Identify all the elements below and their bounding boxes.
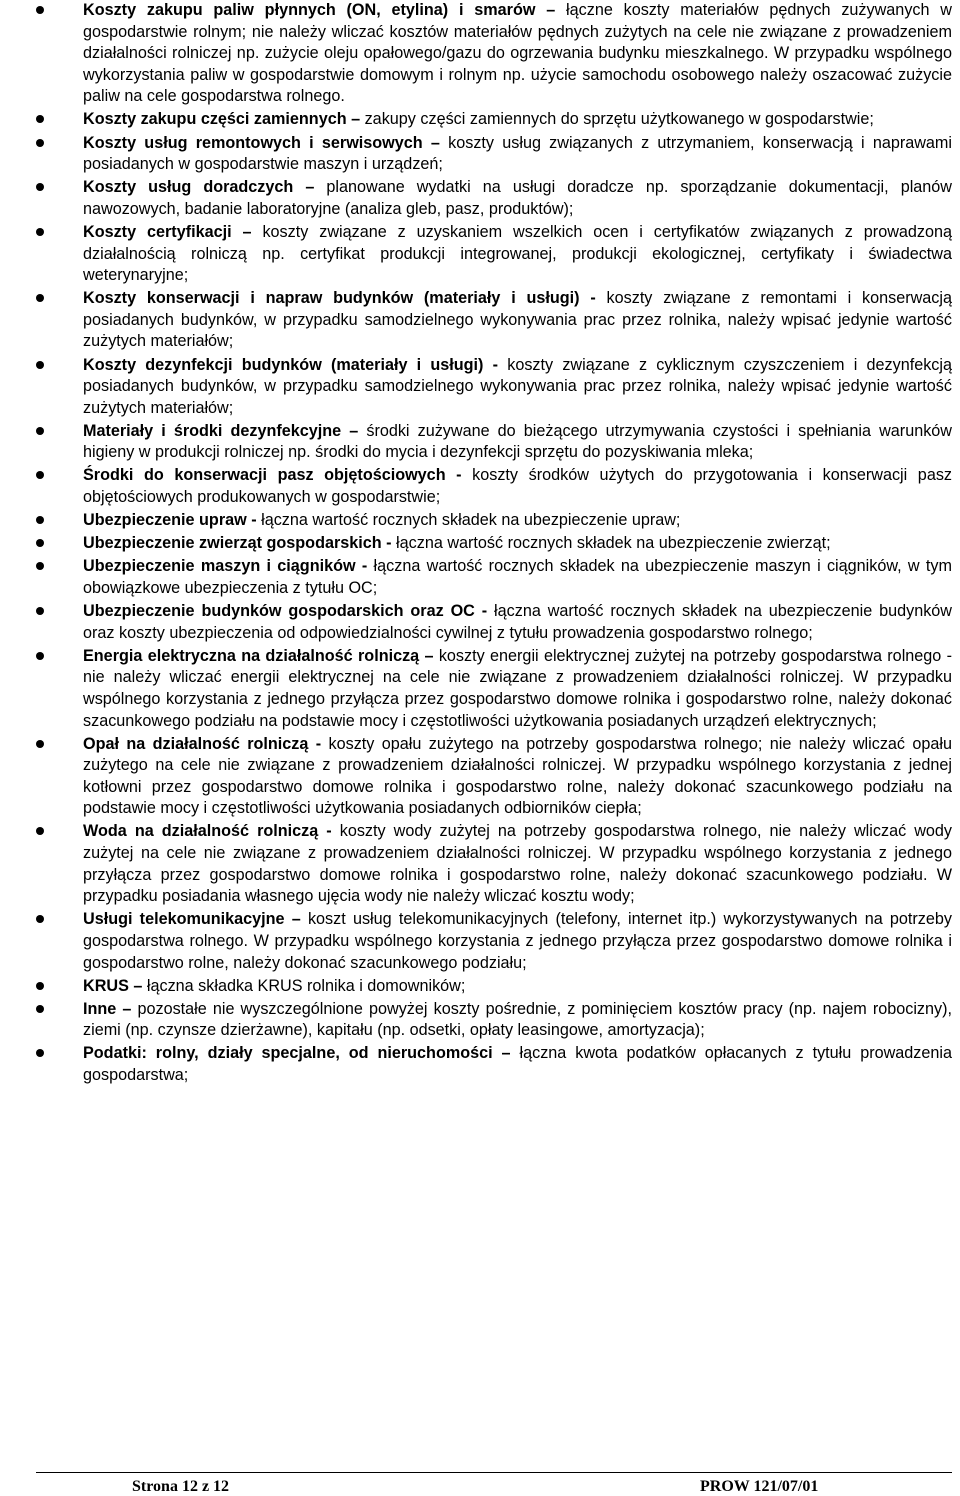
item-description: pozostałe nie wyszczególnione powyżej koszty pośrednie, z pominięciem kosztów pracy (np. najem robocizny), ziemi (np. czynsze dzierżawne), kapitału (np. odsetki, opłaty leasingowe, amortyzacja); bbox=[83, 999, 952, 1040]
bullet-icon bbox=[36, 915, 44, 923]
bullet-icon bbox=[36, 539, 44, 547]
list-item bbox=[0, 0, 960, 108]
bullet-icon bbox=[36, 361, 44, 369]
item-description: łączna wartość rocznych składek na ubezpieczenie zwierząt; bbox=[391, 534, 831, 553]
item-description: łączna wartość rocznych składek na ubezpieczenie upraw; bbox=[256, 511, 681, 530]
list-item bbox=[0, 821, 960, 907]
item-title: Koszty zakupu części zamiennych – bbox=[83, 110, 361, 129]
list-item bbox=[0, 999, 960, 1042]
list-item bbox=[0, 222, 960, 287]
bullet-icon bbox=[36, 740, 44, 748]
item-description: koszty związane z uzyskaniem wszelkich ocen i certyfikatów związanych z prowadzoną działalnością rolniczą np. certyfikat produkcji integrowanej, produkcji ekologicznej, certyfikaty i świadectwa weterynaryjne; bbox=[83, 222, 952, 285]
bullet-icon bbox=[36, 652, 44, 660]
item-title: Usługi telekomunikacyjne – bbox=[83, 910, 301, 929]
item-title: Woda na działalność rolniczą - bbox=[83, 822, 332, 841]
bullet-icon bbox=[36, 1005, 44, 1013]
item-description: koszty energii elektrycznej zużytej na potrzeby gospodarstwa rolnego - nie należy wliczać energii elektrycznej na cele nie związane z prowadzeniem działalności rolniczej. W przypadku wspólnego korzystania z jednego przyłącza przez gospodarstwo domowe rolnika i gospodarstwo rolne, należy dokonać szacunkowego podziału na podstawie mocy i częstotliwości użytkowania posiadanych urządzeń elektrycznych; bbox=[83, 646, 953, 730]
list-item bbox=[0, 421, 960, 464]
item-title: Koszty dezynfekcji budynków (materiały i usługi) - bbox=[83, 355, 499, 374]
bullet-icon bbox=[36, 427, 44, 435]
item-description: planowane wydatki na usługi doradcze np. sporządzanie dokumentacji, planów nawozowych, badanie laboratoryjne (analiza gleb, pasz, produktów); bbox=[83, 178, 952, 218]
bullet-icon bbox=[36, 471, 44, 479]
list-item bbox=[0, 976, 960, 998]
item-description: koszt usług telekomunikacyjnych (telefony, internet itp.) wykorzystywanych na potrzeby gospodarstwa rolnego. W przypadku wspólnego korzystania z jednego przyłącza przez gospodarstwo domowe rolnika i gospodarstwo rolne, należy dokonać szacunkowego podziału; bbox=[83, 910, 952, 972]
item-description: łączna składka KRUS rolnika i domowników; bbox=[142, 976, 466, 995]
document-code: PROW 121/07/01 bbox=[700, 1478, 819, 1495]
item-title: Ubezpieczenie upraw - bbox=[83, 511, 257, 530]
item-title: Koszty usług doradczych – bbox=[83, 178, 315, 197]
bullet-icon bbox=[36, 1049, 44, 1057]
item-title: Koszty usług remontowych i serwisowych – bbox=[83, 133, 440, 152]
footer-divider bbox=[36, 1472, 952, 1473]
list-item bbox=[0, 109, 960, 131]
item-title: KRUS – bbox=[83, 976, 143, 995]
item-title: Ubezpieczenie zwierząt gospodarskich - bbox=[83, 534, 392, 553]
list-item bbox=[0, 556, 960, 599]
bullet-icon bbox=[36, 115, 44, 123]
item-title: Koszty zakupu paliw płynnych (ON, etylina) i smarów – bbox=[83, 1, 556, 19]
list-item bbox=[0, 510, 960, 532]
item-description: koszty opału zużytego na potrzeby gospodarstwa rolnego; nie należy wliczać opału zużytego na cele nie związane z prowadzeniem działalności rolniczej. W przypadku wspólnego korzystania z jednej kotłowni przez gospodarstwo domowe rolnika i gospodarstwo rolne, należy dokonać szacunkowego podziału na podstawie mocy i częstotliwości użytkowania posiadanych odbiorników ciepła; bbox=[83, 734, 952, 818]
list-item bbox=[0, 909, 960, 974]
item-description: koszty wody zużytej na potrzeby gospodarstwa rolnego, nie należy wliczać wody zużytej na cele nie związane z prowadzeniem działalności rolniczej. W przypadku wspólnego korzystania z jednego przyłącza przez gospodarstwo domowe rolnika i gospodarstwo rolne, należy dokonać szacunkowego podziału. W przypadku posiadania własnego ujęcia wody nie należy wliczać kosztu wody; bbox=[83, 822, 953, 906]
item-description: łączna kwota podatków opłacanych z tytułu prowadzenia gospodarstwa; bbox=[83, 1044, 952, 1084]
item-title: Ubezpieczenie budynków gospodarskich oraz OC - bbox=[83, 602, 488, 621]
bullet-icon bbox=[36, 607, 44, 615]
item-description: środki zużywane do bieżącego utrzymywania czystości i spełniania warunków higieny w produkcji rolniczej np. środki do mycia i dezynfekcji sprzętu do pozyskiwania mleka; bbox=[83, 421, 952, 462]
item-title: Opał na działalność rolniczą - bbox=[83, 734, 322, 753]
bullet-icon bbox=[36, 982, 44, 990]
list-item bbox=[0, 1043, 960, 1086]
item-description: koszty środków użytych do przygotowania i konserwacji pasz objętościowych produkowanych w gospodarstwie; bbox=[83, 466, 953, 507]
list-item bbox=[0, 177, 960, 220]
item-title: Koszty certyfikacji – bbox=[83, 222, 252, 241]
item-description: łączna wartość rocznych składek na ubezpieczenie maszyn i ciągników, w tym obowiązkowe ubezpieczenia z tytułu OC; bbox=[83, 557, 952, 597]
page-number: Strona 12 z 12 bbox=[132, 1478, 230, 1495]
list-item bbox=[0, 734, 960, 820]
list-item bbox=[0, 646, 960, 732]
list-item bbox=[0, 465, 960, 508]
bullet-icon bbox=[36, 294, 44, 302]
item-description: łączne koszty materiałów pędnych zużywanych w gospodarstwie rolnym; nie należy wliczać kosztów materiałów pędnych zużytych na cele nie związane z prowadzeniem działalności rolniczej np. zużycie oleju opałowego/gazu do ogrzewania budynku mieszkalnego. W przypadku wspólnego wykorzystania paliw w gospodarstwie domowym i rolnym np. użycie samochodu osobowego należy oszacować zużycie paliw na cele gospodarstwa rolnego. bbox=[83, 1, 952, 106]
list-item bbox=[0, 355, 960, 420]
item-description: koszty usług związanych z utrzymaniem, konserwacją i naprawami posiadanych w gospodarstwie maszyn i urządzeń; bbox=[83, 133, 952, 174]
item-description: koszty związane z cyklicznym czyszczeniem i dezynfekcją posiadanych budynków, w przypadku samodzielnego wykonywania prac przez rolnika, należy wpisać jedynie wartość zużytych materiałów; bbox=[83, 355, 952, 417]
item-title: Koszty konserwacji i napraw budynków (materiały i usługi) - bbox=[83, 289, 596, 308]
item-title: Ubezpieczenie maszyn i ciągników - bbox=[83, 557, 368, 576]
bullet-icon bbox=[36, 139, 44, 147]
bullet-icon bbox=[36, 827, 44, 835]
item-title: Inne – bbox=[83, 999, 132, 1018]
bullet-icon bbox=[36, 183, 44, 191]
bullet-icon bbox=[36, 6, 44, 14]
bullet-icon bbox=[36, 516, 44, 524]
item-title: Materiały i środki dezynfekcyjne – bbox=[83, 421, 359, 440]
list-item bbox=[0, 288, 960, 353]
item-description: zakupy części zamiennych do sprzętu użytkowanego w gospodarstwie; bbox=[360, 110, 874, 129]
item-title: Podatki: rolny, działy specjalne, od nieruchomości – bbox=[83, 1044, 511, 1063]
bullet-icon bbox=[36, 562, 44, 570]
list-item bbox=[0, 601, 960, 644]
item-description: łączna wartość rocznych składek na ubezpieczenie budynków oraz koszty ubezpieczenia od odpowiedzialności cywilnej z tytułu prowadzenia gospodarstwo rolnego; bbox=[83, 602, 952, 642]
item-title: Środki do konserwacji pasz objętościowych - bbox=[83, 466, 462, 485]
item-description: koszty związane z remontami i konserwacją posiadanych budynków, w przypadku samodzielnego wykonywania prac przez rolnika, należy wpisać jedynie wartość zużytych materiałów; bbox=[83, 289, 952, 351]
item-title: Energia elektryczna na działalność rolniczą – bbox=[83, 646, 434, 665]
list-item bbox=[0, 133, 960, 176]
list-item bbox=[0, 533, 960, 555]
bullet-icon bbox=[36, 228, 44, 236]
